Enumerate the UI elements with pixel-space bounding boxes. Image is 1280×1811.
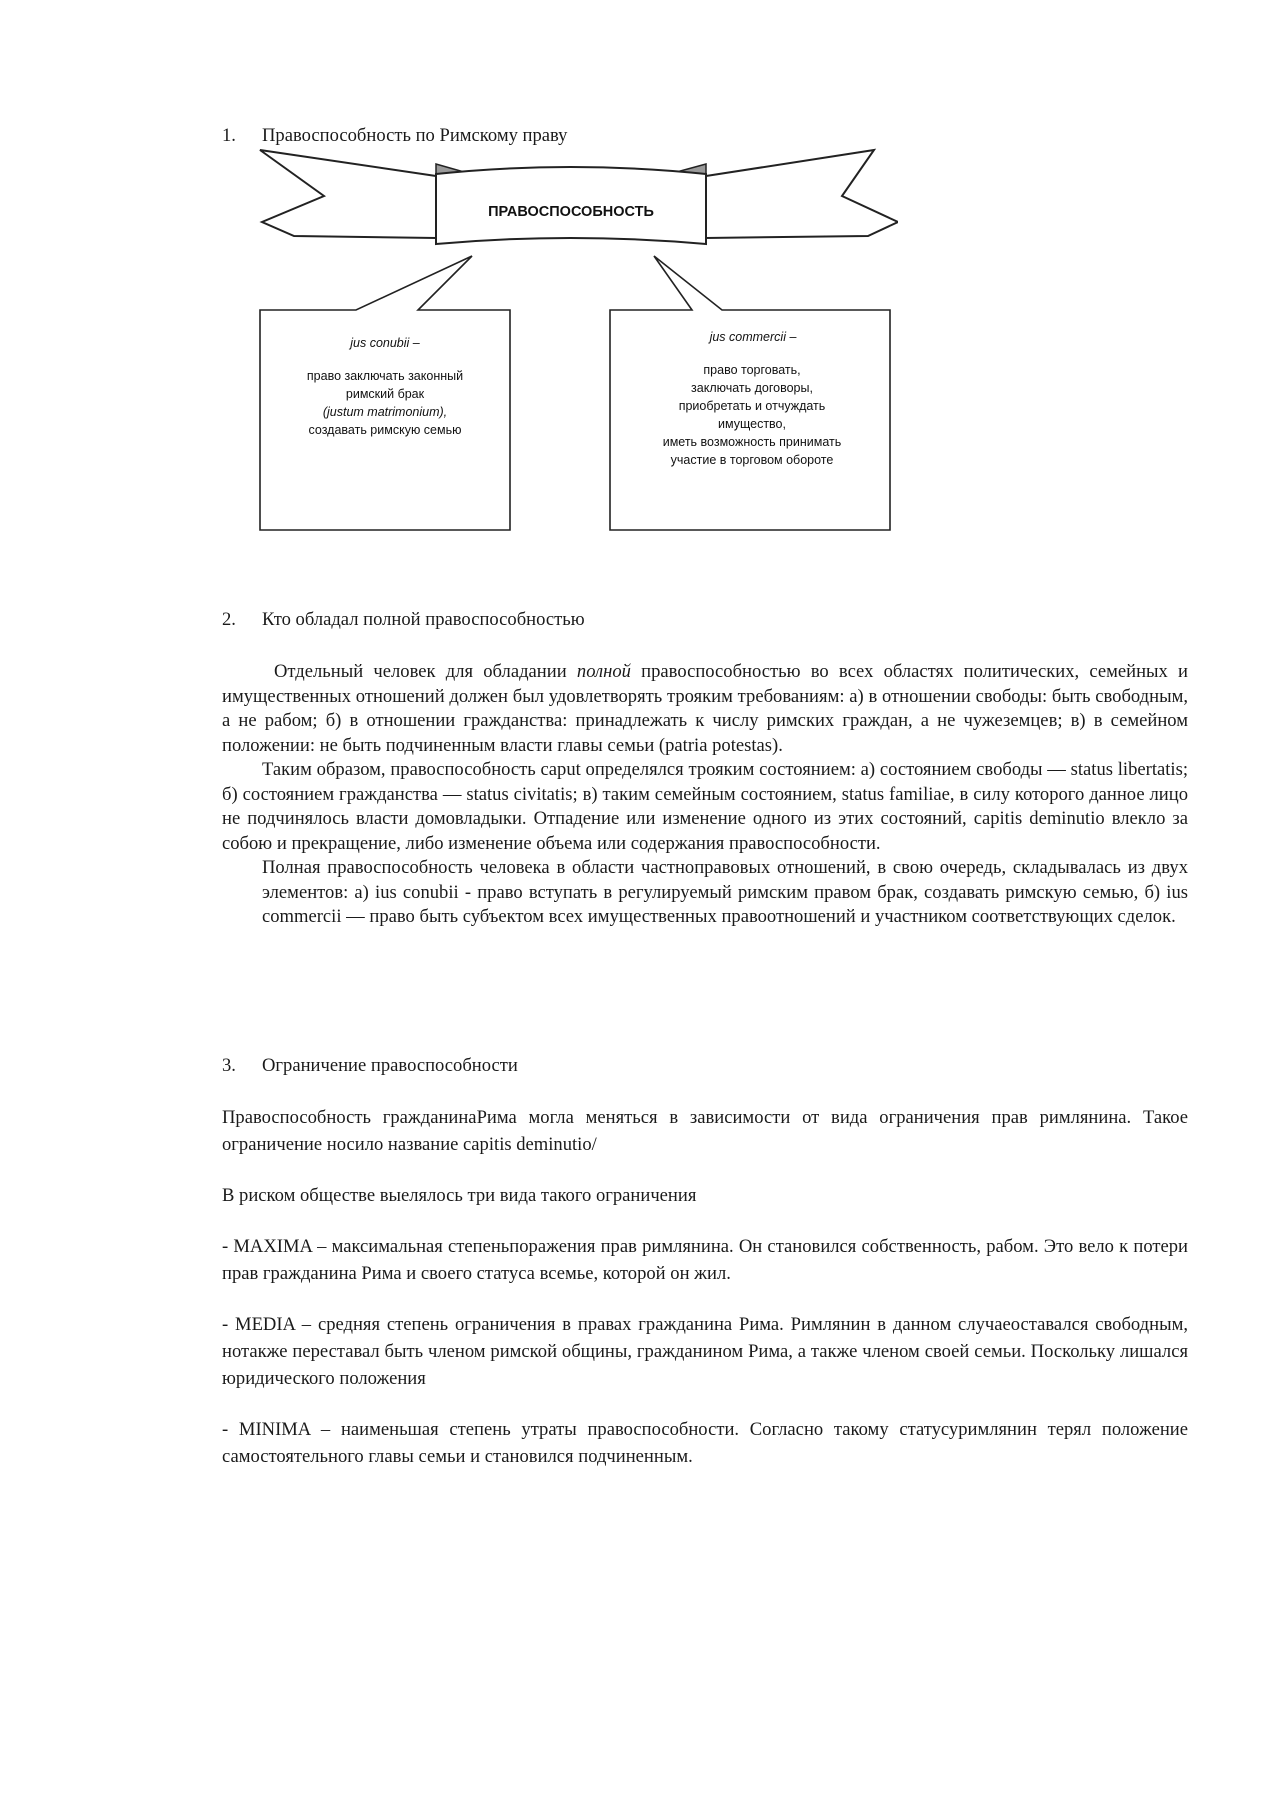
- p1-text-start: Отдельный человек для обладании: [274, 661, 577, 682]
- right-line-4: имущество,: [718, 417, 786, 431]
- section-1-heading: [222, 124, 1188, 149]
- banner-right-tail: [706, 150, 898, 238]
- right-line-6: участие в торговом обороте: [670, 453, 834, 467]
- p1-emphasis: полной: [576, 661, 631, 682]
- banner-left-tail: [260, 150, 436, 238]
- section-2-paragraph-3: Полная правоспособность человека в области частноправовых отношений, в свою очередь, складывалась из двух элементов: а) ius conubii - право вступать в регулируемый римским правом брак, создавать римскую семью, б) ius commercii — право быть субъектом всех имущественных правоотношений и участником соответствующих сделок.: [262, 857, 1188, 927]
- maxima-paragraph: - MAXIMA – максимальная степеньпоражения прав римлянина. Он становился собственность, рабом. Это вело к потери прав гражданина Рима и своего статуса всемье, которой он жил.: [222, 1236, 1188, 1284]
- section-2-heading: [222, 608, 1188, 633]
- section-2-body: [222, 660, 1188, 930]
- section-1-number: 1.: [222, 125, 236, 146]
- right-line-5: иметь возможность принимать: [662, 435, 842, 449]
- banner-label: ПРАВОСПОСОБНОСТЬ: [488, 204, 654, 220]
- section-3-paragraph-1: Правоспособность гражданинаРима могла меняться в зависимости от вида ограничения прав римлянина. Такое ограничение носило название capitis deminutio/: [222, 1107, 1188, 1155]
- minima-paragraph: - MINIMA – наименьшая степень утраты правоспособности. Согласно такому статусуримлянин терял положение самостоятельного главы семьи и становился подчиненным.: [222, 1419, 1188, 1467]
- section-2-paragraph-1: [222, 660, 1188, 758]
- section-2-paragraph-2: Таким образом, правоспособность caput определялся трояким состоянием: а) состоянием свободы — status libertatis; б) состоянием гражданства — status civitatis; в) таким семейным состоянием, status familiae, в силу которого данное лицо не подчинялось власти домовладыки. Отпадение или изменение одного из этих состояний, capitis deminutio влекло за собою и прекращение, либо изменение объема или содержания правоспособности.: [222, 759, 1188, 854]
- section-3-body: [222, 1104, 1188, 1470]
- left-line-1: право заключать законный: [306, 369, 464, 383]
- section-3-title: Ограничение правоспособности: [262, 1055, 518, 1076]
- section-3-number: 3.: [222, 1055, 236, 1076]
- left-latin: (justum matrimonium),: [322, 405, 448, 419]
- legal-capacity-diagram: [258, 146, 898, 538]
- section-1-title: Правоспособность по Римскому праву: [262, 125, 568, 146]
- left-term: jus conubii –: [350, 336, 420, 350]
- section-2-title: Кто обладал полной правоспособностью: [262, 609, 585, 630]
- section-3-paragraph-2: В риском обществе выелялось три вида такого ограничения: [222, 1185, 697, 1206]
- right-line-2: заключать договоры,: [691, 381, 813, 395]
- section-3-heading: [222, 1054, 1188, 1079]
- left-last: создавать римскую семью: [308, 423, 462, 437]
- p1-text-end: правоспособностью во всех областях политических, семейных и имущественных отношений должен был удовлетворять трояким требованиям: а) в отношении свободы: быть свободным, а не рабом; б) в отношении гражданства: принадлежать к числу римских граждан, а не чужеземцев; в) в семейном положении: не быть подчиненным власти главы семьи (patria potestas).: [222, 661, 1189, 756]
- right-line-3: приобретать и отчуждать: [678, 399, 826, 413]
- section-2-number: 2.: [222, 609, 236, 630]
- media-paragraph: - MEDIA – средняя степень ограничения в правах гражданина Рима. Римлянин в данном случаеоставался свободным, нотакже переставал быть членом римской общины, гражданином Рима, а также членом своей семьи. Поскольку лишался юридического положения: [222, 1314, 1188, 1389]
- right-line-1: право торговать,: [703, 363, 801, 377]
- left-line-2: римский брак: [345, 387, 425, 401]
- right-term: jus commercii –: [709, 330, 797, 344]
